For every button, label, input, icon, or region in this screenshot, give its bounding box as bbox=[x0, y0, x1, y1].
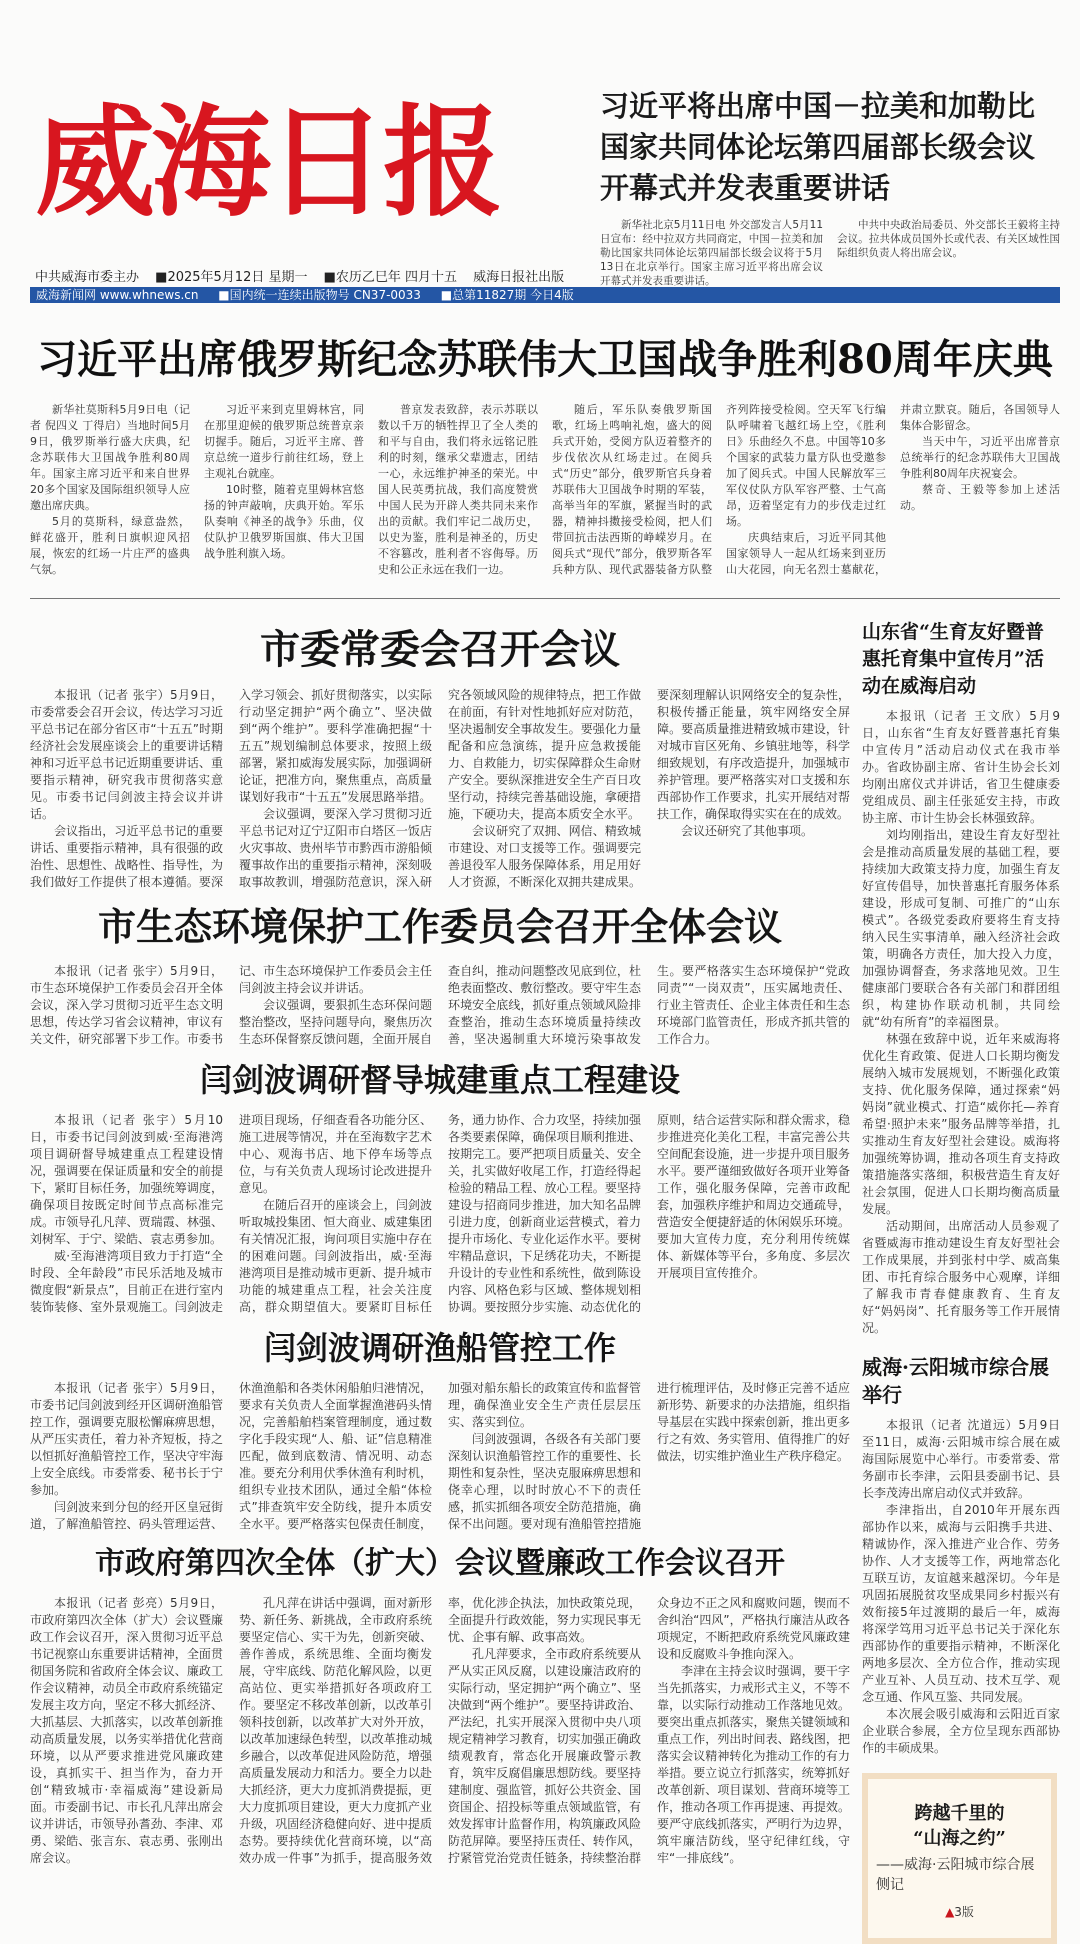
paragraph: 本报讯（记者 张宇）5月9日，市委书记闫剑波到经开区调研渔船管控工作，强调要克服松懈麻痹思想，从严压实责任，着力补齐短板，持之以恒抓好渔船管控工作，坚决守牢海上安全底线。市委常委、秘书长于宁参加。 bbox=[30, 1381, 223, 1497]
page-reference-label: 3版 bbox=[954, 1905, 974, 1919]
paragraph: 李津指出，自2010年开展东西部协作以来，威海与云阳携手共进、精诚协作，深入推进产业合作、劳务协作、人才支援等工作，两地常态化互联互访，友谊越来越深切。今年是巩固拓展脱贫攻坚成果同乡村振兴有效衔接5年过渡期的最后一年，威海将深学笃用习近平总书记关于深化东西部协作的重要指示精神，不断深化两地多层次、全方位合作，推动实现产业互补、人员互动、技术互学、观念互通、作风互鉴、共同发展。 bbox=[862, 1503, 1060, 1704]
article-headline[interactable]: 市政府第四次全体（扩大）会议暨廉政工作会议召开 bbox=[95, 1546, 785, 1581]
sidebar-body bbox=[862, 708, 1060, 1337]
paragraph: 普京发表致辞，表示苏联以数以千万的牺牲捍卫了全人类的和平与自由，我们将永远铭记胜利的时刻，继承父辈遗志，团结一心，永远维护神圣的荣光。中国人民英勇抗战，我们高度赞赏中国人民为开辟人类共同未来作出的贡献。我们牢记二战历史，以史为鉴，胜利是神圣的，历史不容篡改，胜利者不容侮辱。历史和公正永远在我们一边。 bbox=[378, 403, 538, 576]
paragraph: 习近平来到克里姆林宫，同在那里迎候的俄罗斯总统普京亲切握手。随后，习近平主席、普京总统一道步行前往红场，登上主观礼台就座。 bbox=[204, 403, 364, 480]
paragraph: 蔡奇、王毅等参加上述活动。 bbox=[900, 483, 1060, 512]
paragraph: 本报讯（记者 沈道远）5月9日至11日，威海·云阳城市综合展在威海国际展览中心举行。市委常委、常务副市长李津，云阳县委副书记、县长李茂涛出席启动仪式并致辞。 bbox=[862, 1418, 1060, 1500]
article-headline[interactable]: 市生态环境保护工作委员会召开全体会议 bbox=[97, 904, 782, 949]
top-story-body bbox=[600, 218, 1060, 288]
paragraph: 本报讯（记者 王文欣）5月9日，山东省“生育友好暨普惠托育集中宣传月”活动启动仪式在我市举办。省政协副主席、省计生协会长刘均刚出席仪式并讲话，省卫生健康委党组成员、副主任张延安主持，市政协主席、市计生协会长林强致辞。 bbox=[862, 709, 1060, 825]
paragraph: 闫剑波强调，各级各有关部门要深刻认识渔船管控工作的重要性、长期性和复杂性，坚决克服麻痹思想和侥幸心理，以时时放心不下的责任感，抓实抓细各项安全防范措施，确保不出问题。要对现有渔船管控措施进行梳理评估，及时修正完善不适应新形势、新要求的办法措施，组织指导基层在实践中探索创新，推出更多行之有效、务实管用、值得推广的好做法，切实维护渔业生产秩序稳定。 bbox=[448, 1381, 850, 1531]
lunar-date: ■农历乙巳年 四月十五 bbox=[323, 270, 458, 285]
paragraph: 中共中央政治局委员、外交部长王毅将主持会议。拉共体成员国外长或代表、有关区域性国际组织负责人将出席会议。 bbox=[837, 219, 1060, 259]
paragraph: 会议指出，习近平总书记的重要讲话、重要指示精神，具有很强的政治性、思想性、战略性、指导性，为我们做好工作提供了根本遵循。要深入学习领会、抓好贯彻落实，以实际行动坚定拥护“两个确立”、坚决做到“两个维护”。要科学准确把握“十五五”规划编制总体要求，按照上级部署，紧扣威海发展实际，加强调研论证，把准方向，聚焦重点，高质量谋划好我市“十五五”发展思路举措。 bbox=[30, 688, 432, 889]
paragraph: 本报讯（记者 张宇）5月9日，市委常委会召开会议，传达学习习近平总书记在部分省区市“十五五”时期经济社会发展座谈会上的重要讲话精神和习近平总书记近期重要讲话、重要指示精神，研究我市贯彻落实意见。市委书记闫剑波主持会议并讲话。 bbox=[30, 688, 223, 821]
paragraph: 随后，军乐队奏俄罗斯国歌，红场上鸣响礼炮，盛大的阅兵式开始，受阅方队迈着整齐的步伐依次从红场走过。在阅兵式“历史”部分，俄罗斯官兵身着苏联伟大卫国战争时期的军装，高举当年的军旗，紧握当时的武器，精神抖擞接受检阅，把人们带回抗击法西斯的峥嵘岁月。在阅兵式“现代”部分，俄罗斯各军兵种方队、现代武器装备方队整齐列阵接受检阅。空天军飞行编队呼啸着飞越红场上空，《胜利日》乐曲经久不息。中国等10多个国家的武装力量方队也受邀参加了阅兵式。中国人民解放军三军仪仗队方队军容严整、士气高昂，迈着坚定有力的步伐走过红场。 bbox=[552, 403, 886, 576]
paragraph: 5月的莫斯科，绿意盎然，鲜花盛开，胜利日旗帜迎风招展，恢宏的红场一片庄严的盛典气氛。 bbox=[30, 515, 190, 576]
paragraph: 李津在主持会议时强调，要干字当先抓落实，力戒形式主义，不等不靠，以实际行动推动工作落地见效。要突出重点抓落实，聚焦关键领域和重点工作，列出时间表、路线图，把落实会议精神转化为推动工作的有力举措。要立说立行抓落实，统筹抓好改革创新、项目谋划、营商环境等工作，推动各项工作再提速、再提效。要严守底线抓落实，严明行为边界，筑牢廉洁防线，坚守纪律红线，守牢“一排底线”。 bbox=[657, 1664, 850, 1865]
sidebar-headline[interactable]: 威海·云阳城市综合展举行 bbox=[862, 1355, 1049, 1407]
page-reference[interactable] bbox=[868, 1903, 1051, 1920]
paragraph: 刘均刚指出，建设生育友好型社会是推动高质量发展的基础工程，要持续加大政策支持力度，加强生育友好宣传倡导，加快普惠托育服务体系建设，形成可复制、可推广的“山东模式”。各级党委政府要将生育支持纳入民生实事清单，融入经济社会政策，明确各方责任，加大投入力度，加强协调督查，务求落地见效。卫生健康部门要联合各有关部门和群团组织，构建协作联动机制，共同绘就“幼有所育”的幸福图景。 bbox=[862, 828, 1060, 1029]
masthead-info bbox=[35, 266, 585, 285]
article-body bbox=[30, 1595, 850, 1867]
sidebar bbox=[862, 615, 1060, 1944]
serial-number: ■国内统一连续出版物号 CN37-0033 bbox=[218, 288, 421, 302]
paragraph: 本报讯（记者 彭亮）5月9日，市政府第四次全体（扩大）会议暨廉政工作会议召开，深入贯彻习近平总书记视察山东重要讲话精神，全面贯彻国务院和省政府全体会议、廉政工作会议精神，动员全市政府系统锚定发展主攻方向，坚定不移大抓经济、大抓基层、大抓落实，以改革创新推动高质量发展，以务实举措优化营商环境，以从严要求推进党风廉政建设，真抓实干、担当作为，奋力开创“精致城市·幸福威海”建设新局面。市委副书记、市长孔凡萍出席会议并讲话，市领导孙耆劲、李津、邓勇、梁皓、张言东、袁志勇、张刚出席会议。 bbox=[30, 1596, 223, 1865]
promo-subtitle: ——威海·云阳城市综合展侧记 bbox=[876, 1857, 1035, 1893]
paragraph: 会议研究了双拥、网信、精致城市建设、对口支援等工作。强调要完善退役军人服务保障体系，用足用好人才资源，不断深化双拥共建成果。要深刻理解认识网络安全的复杂性，积极传播正能量，筑牢网络安全屏障。要高质量推进精致城市建设，针对城市盲区死角、乡镇驻地等，科学细致规划，有序改造提升，加强城市养护管理。要严格落实对口支援和东西部协作工作要求，扎实开展结对帮扶工作，确保取得实实在在的成效。 bbox=[448, 688, 850, 889]
paragraph: 会议强调，要狠抓生态环保问题整治整改，坚持问题导向，聚焦历次生态环保督察反馈问题，全面开展自查自纠，推动问题整改见底到位，杜绝表面整改、敷衍整改。要守牢生态环境安全底线，抓好重点领域风险排查整治，推动生态环境质量持续改善，坚决遏制重大环境污染事故发生。要严格落实生态环境保护“党政同责”“一岗双责”，压实属地责任、行业主管责任、企业主体责任和生态环境部门监管责任，形成齐抓共管的工作合力。 bbox=[239, 964, 850, 1046]
triangle-up-icon: ▲ bbox=[945, 1905, 955, 1919]
article-body bbox=[30, 1380, 850, 1533]
paragraph: 在随后召开的座谈会上，闫剑波听取城投集团、恒大商业、威建集团有关情况汇报，询问项目实施中存在的困难问题。闫剑波指出，威·至海港湾项目是推动城市更新、提升城市功能的城建重点工程，社会关注度高，群众期望值大。要紧盯目标任务，通力协作、合力攻坚，持续加强各类要素保障，确保项目顺利推进、按期完工。要严把项目质量关、安全关，扎实做好收尾工作，打造经得起检验的精品工程、放心工程。要坚持建设与招商同步推进，加大知名品牌引进力度，创新商业运营模式，着力提升市场化、专业化运作水平。要树牢精品意识，下足绣花功夫，不断提升设计的专业性和系统性，做到陈设内容、风格色彩与区域、整体规划相协调。要按照分步实施、动态优化的原则，结合运营实际和群众需求，稳步推进亮化美化工程，丰富完善公共空间配套设施，进一步提升项目服务水平。要严谨细致做好各项开业筹备工作，强化服务保障，完善市政配套，加强秩序维护和周边交通疏导，营造安全便捷舒适的休闲娱乐环境。要加大宣传力度，充分利用传统媒体、新媒体等平台，多角度、多层次开展项目宣传推介。 bbox=[239, 1113, 850, 1314]
lead-story-body bbox=[30, 402, 1060, 578]
paragraph: 孔凡萍在讲话中强调，面对新形势、新任务、新挑战，全市政府系统要坚定信心、实干为先，创新突破、善作善成，系统思维、全面均衡发展，守牢底线、防范化解风险，以更高站位、更实举措抓好各项政府工作。要坚定不移改革创新，以改革引领科技创新，以改革扩大对外开放，以改革加速绿色转型，以改革推动城乡融合，以改革促进风险防范，增强高质量发展动力和活力。要全力以赴大抓经济，更大力度抓消费提振，更大力度抓项目建设，更大力度抓产业升级，巩固经济稳健向好、进中提质态势。要持续优化营商环境，以“高效办成一件事”为抓手，提高服务效率，优化涉企执法，加快政策兑现，全面提升行政效能，努力实现民事无忧、企事有解、政事高效。 bbox=[239, 1596, 641, 1865]
paragraph: 庆典结束后，习近平同其他国家领导人一起从红场来到亚历山大花园，向无名烈士墓献花，并肃立默哀。随后，各国领导人集体合影留念。 bbox=[726, 403, 1060, 576]
article-headline[interactable]: 闫剑波调研渔船管控工作 bbox=[263, 1329, 616, 1367]
lead-story-headline[interactable]: 习近平出席俄罗斯纪念苏联伟大卫国战争胜利80周年庆典 bbox=[37, 336, 1053, 383]
paragraph: 本报讯（记者 张宇）5月9日，市生态环境保护工作委员会召开全体会议，深入学习贯彻习近平生态文明思想，传达学习省会议精神，审议有关文件，研究部署下步工作。市委书记、市生态环境保护工作委员会主任闫剑波主持会议并讲话。 bbox=[30, 964, 432, 1046]
promo-box[interactable] bbox=[862, 1773, 1057, 1944]
paragraph: 本次展会吸引威海和云阳近百家企业联合参展，全方位呈现东西部协作的丰硕成果。 bbox=[862, 1707, 1060, 1755]
sidebar-body bbox=[862, 1417, 1060, 1757]
promo-title bbox=[868, 1801, 1051, 1851]
article-body bbox=[30, 687, 850, 891]
issue-number: ■总第11827期 今日4版 bbox=[440, 288, 574, 302]
article-headline[interactable]: 市委常委会召开会议 bbox=[260, 626, 620, 673]
lower-section bbox=[30, 615, 1060, 1944]
promo-title-line: “山海之约” bbox=[913, 1828, 1006, 1849]
paragraph: 新华社莫斯科5月9日电（记者 倪四义 丁得启）当地时间5月9日，俄罗斯举行盛大庆典，纪念苏联伟大卫国战争胜利80周年。国家主席习近平和来自世界20多个国家及国际组织领导人应邀出席庆典。 bbox=[30, 403, 190, 512]
masthead-logo: 威海日报 bbox=[35, 92, 499, 233]
promo-title-line: 跨越千里的 bbox=[914, 1803, 1005, 1824]
article-headline[interactable]: 闫剑波调研督导城建重点工程建设 bbox=[199, 1061, 680, 1099]
press-name: 威海日报社出版 bbox=[473, 270, 565, 285]
paragraph: 新华社北京5月11日电 外交部发言人5月11日宣布：经中拉双方共同商定，中国－拉美和加勒比国家共同体论坛第四届部长级会议将于5月13日在北京举行。国家主席习近平将出席会议开幕式并发表重要讲话。 bbox=[600, 219, 823, 287]
paragraph: 会议强调，要深入学习贯彻习近平总书记对辽宁辽阳市白塔区一饭店火灾事故、贵州毕节市黔西市游船倾覆事故作出的重要指示精神，深刻吸取事故教训，增强防范意识，深入研究各领域风险的规律特点，把工作做在前面，有针对性地抓好应对防范，坚决遏制安全事故发生。要强化力量配备和应急演练，提升应急救援能力、自救能力，切实保障群众生命财产安全。要纵深推进安全生产百日攻坚行动，持续完善基础设施，拿硬措施，下硬功夫，提高本质安全水平。 bbox=[239, 688, 641, 889]
paragraph: 林强在致辞中说，近年来威海将优化生育政策、促进人口长期均衡发展纳入城市发展规划，不断强化政策支持、优化服务保障，通过探索“妈妈岗”就业模式、打造“威你托—养育希望·照护未来”服务品牌等举措，扎实推动生育友好型社会建设。威海将加强统筹协调，推动各项生育支持政策措施落实落细，积极营造生育友好社会氛围，促进人口长期均衡高质量发展。 bbox=[862, 1032, 1060, 1216]
sidebar-headline[interactable]: 山东省“生育友好暨普惠托育集中宣传月”活动在威海启动 bbox=[862, 621, 1044, 697]
paragraph: 闫剑波来到分包的经开区皇冠街道，了解渔船管控、码头管理运营、休渔渔船和各类休闲船舶归港情况，要求有关负责人全面掌握渔港码头情况，完善船舶档案管理制度，通过数字化手段实现“人、船、证”信息精准匹配，做到底数清、情况明、动态准。要充分利用伏季休渔有利时机，组织专业技术团队，通过全船“体检式”排查筑牢安全防线，提升本质安全水平。要严格落实包保责任制度，加强对船东船长的政策宣传和监督管理，确保渔业安全生产责任层层压实、落实到位。 bbox=[30, 1381, 641, 1531]
paragraph: 本报讯（记者 张宇）5月10日，市委书记闫剑波到威·至海港湾项目调研督导城建重点工程建设情况，强调要在保证质量和安全的前提下，紧盯目标任务，加强统筹调度，确保项目按既定时间节点高标准完成。市领导孔凡萍、贾瑞霞、林强、刘树军、于宁、梁皓、袁志勇参加。 bbox=[30, 1113, 223, 1246]
paragraph: 会议还研究了其他事项。 bbox=[681, 824, 814, 838]
masthead-info-bar bbox=[30, 287, 1060, 303]
paragraph: 当天中午，习近平出席普京总统举行的纪念苏联伟大卫国战争胜利80周年庆祝宴会。 bbox=[900, 435, 1060, 480]
article-body bbox=[30, 963, 850, 1048]
top-story-headline[interactable]: 习近平将出席中国－拉美和加勒比国家共同体论坛第四届部长级会议开幕式并发表重要讲话 bbox=[600, 89, 1036, 205]
website-link[interactable]: 威海新闻网 www.whnews.cn bbox=[36, 288, 199, 302]
main-column bbox=[30, 615, 850, 1877]
section-divider bbox=[30, 598, 1060, 599]
paragraph: 孔凡萍要求，全市政府系统要从严从实正风反腐，以建设廉洁政府的实际行动，坚定拥护“两个确立”、坚决做到“两个维护”。要坚持讲政治、严法纪，扎实开展深入贯彻中央八项规定精神学习教育，切实加强正确政绩观教育，常态化开展廉政警示教育，筑牢反腐倡廉思想防线。要坚持建制度、强监管，抓好公共资金、国资国企、招投标等重点领域监管，有效发挥审计监督作用，构筑廉政风险防范屏障。要坚持压责任、转作风，拧紧管党治党责任链条，持续整治群众身边不正之风和腐败问题，锲而不舍纠治“四风”，严格执行廉洁从政各项规定，不断把政府系统党风廉政建设和反腐败斗争推向深入。 bbox=[448, 1596, 850, 1865]
paragraph: 10时整，随着克里姆林宫悠扬的钟声敲响，庆典开始。军乐队奏响《神圣的战争》乐曲，仪仗队护卫俄罗斯国旗、伟大卫国战争胜利旗入场。 bbox=[204, 483, 364, 560]
page-body bbox=[30, 330, 1060, 1944]
issue-date: ■2025年5月12日 星期一 bbox=[155, 270, 308, 285]
paragraph: 威·至海港湾项目致力于打造“全时段、全年龄段”市民乐活地及城市微度假“新景点”，目前正在进行室内装饰装修、室外景观施工。闫剑波走进项目现场，仔细查看各功能分区、施工进展等情况，并在至海数字艺术中心、观海书店、地下停车场等点位，与有关负责人现场讨论改进提升意见。 bbox=[30, 1113, 432, 1314]
publisher: 中共威海市委主办 bbox=[35, 270, 140, 285]
paragraph: 活动期间，出席活动人员参观了省暨威海市推动建设生育友好型社会工作成果展，并到张村中学、威高集团、市托育综合服务中心观摩，详细了解我市青春健康教育、生育友好“妈妈岗”、托育服务等工作开展情况。 bbox=[862, 1219, 1060, 1335]
article-body bbox=[30, 1112, 850, 1316]
